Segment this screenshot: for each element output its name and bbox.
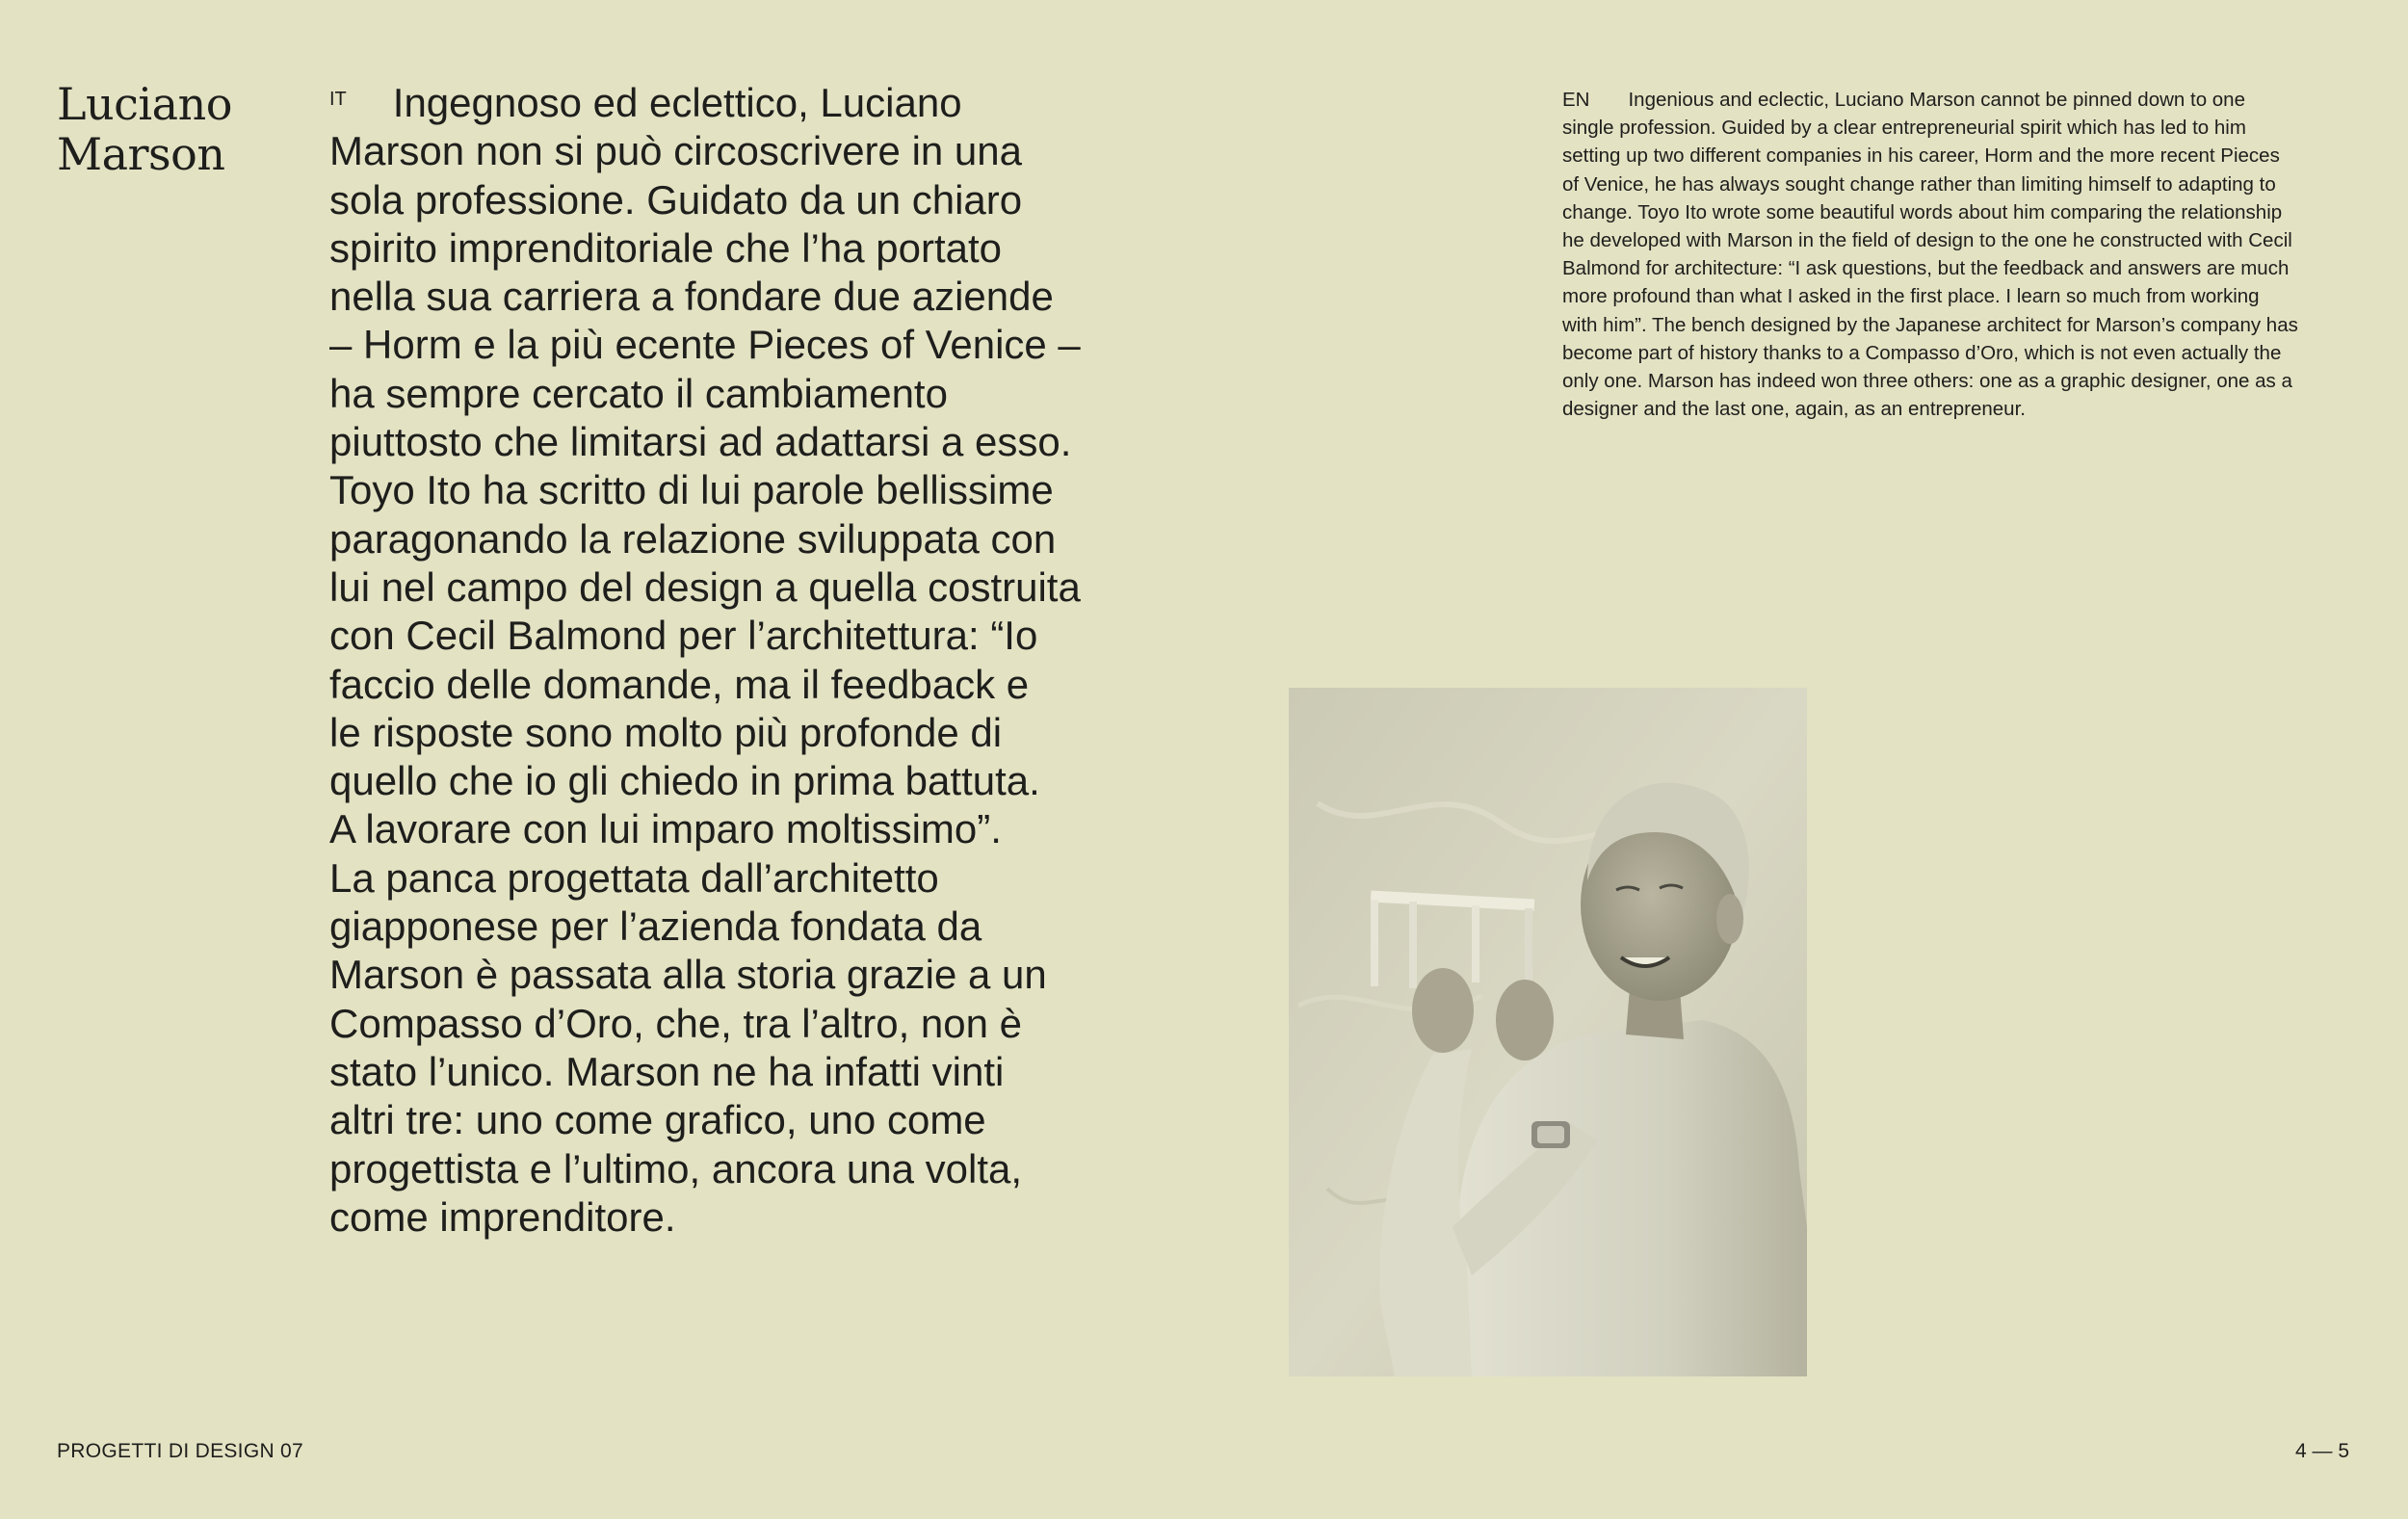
footer-page-numbers: 4 — 5 xyxy=(2294,1440,2349,1462)
english-text-block xyxy=(1562,86,2362,423)
title-last-name: Marson xyxy=(57,128,225,180)
english-body-text: Ingenious and eclectic, Luciano Marson cannot be pinned down to one single profession. Guided by a clear entrepreneurial spirit which has led to him setting up two different companies in his career, Horm and the more recent Pieces of Venice, he has always sought change rather than limiting himself to adapting to change. Toyo Ito wrote some beautiful words about him comparing the relationship he developed with Marson in the field of design to the one he constructed with Cecil Balmond for architecture: “I ask questions, but the feedback and answers are much more profound than what I asked in the first place. I learn so much from working with him”. The bench designed by the Japanese architect for Marson’s company has become part of history thanks to a Compasso d’Oro, which is not even actually the only one. Marson has indeed won three others: one as a graphic designer, one as a designer and the last one, again, as an entrepreneur. xyxy=(1562,89,2298,421)
portrait-photo-icon xyxy=(1289,688,1807,1376)
italian-body-text: Ingegnoso ed eclettico, Luciano Marson non si può circoscrivere in una sola professione. Guidato da un chiaro spirito imprenditoriale che l’ha portato nella sua carriera a fondare due aziende – Horm e la più ecente Pieces of Venice – ha sempre cercato il cambiamento piuttosto che limitarsi ad adattarsi a esso. Toyo Ito ha scritto di lui parole bellissime paragonando la relazione sviluppata con lui nel campo del design a quella costruita con Cecil Balmond per l’architettura: “Io faccio delle domande, ma il feedback e le risposte sono molto più profonde di quello che io gli chiedo in prima battuta. A lavorare con lui imparo moltissimo”. La panca progettata dall’architetto giapponese per l’azienda fondata da Marson è passata alla storia grazie a un Compasso d’Oro, che, tra l’altro, non è stato l’unico. Marson ne ha infatti vinti altri tre: uno come grafico, uno come progettista e l’ultimo, ancora una volta, come imprenditore. xyxy=(329,80,1081,1240)
italian-text-block xyxy=(329,79,1129,1242)
title-first-name: Luciano xyxy=(57,78,232,130)
footer-publication: PROGETTI DI DESIGN 07 xyxy=(57,1440,304,1462)
italian-language-tag: IT xyxy=(329,89,347,110)
page-title xyxy=(57,79,232,179)
english-language-tag: EN xyxy=(1562,89,1590,111)
